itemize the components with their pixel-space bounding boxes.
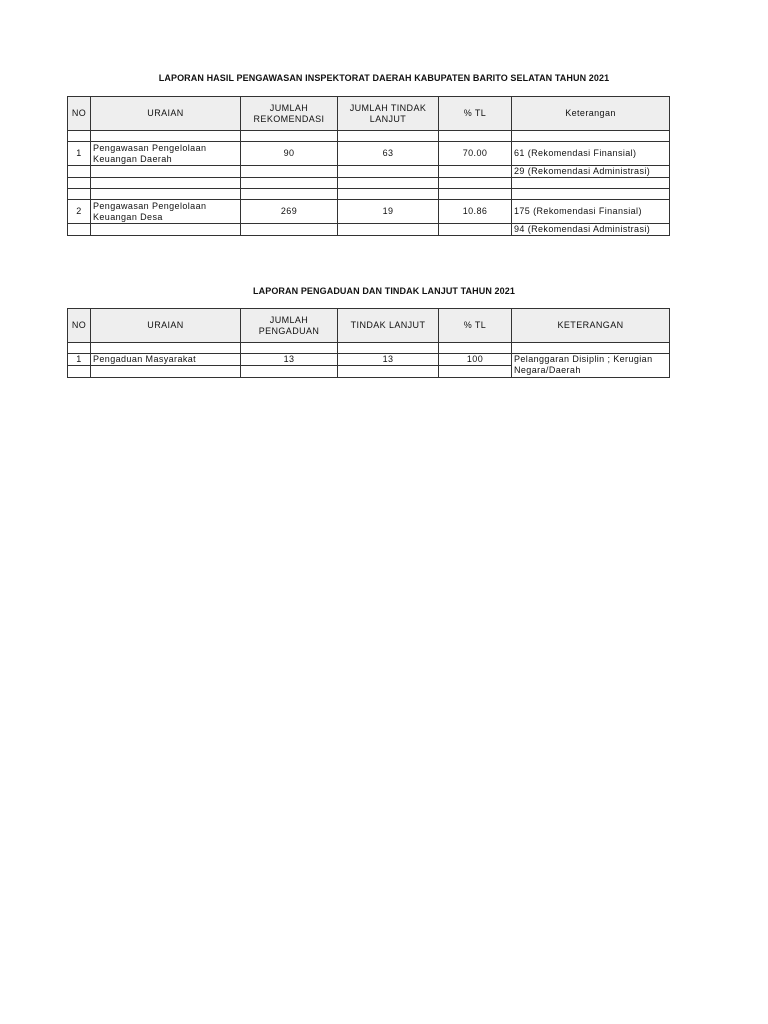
row-uraian: Pengaduan Masyarakat bbox=[91, 354, 241, 366]
table-header-row bbox=[68, 309, 670, 343]
header-tindak-lanjut: TINDAK LANJUT bbox=[338, 309, 439, 343]
header-jumlah-pengaduan: JUMLAH PENGADUAN bbox=[241, 309, 338, 343]
table-row bbox=[68, 343, 670, 354]
row-no: 1 bbox=[68, 142, 91, 166]
header-jumlah-rekomendasi: JUMLAH REKOMENDASI bbox=[241, 97, 338, 131]
report2-table bbox=[67, 308, 670, 378]
header-keterangan: KETERANGAN bbox=[512, 309, 670, 343]
header-uraian: URAIAN bbox=[91, 97, 241, 131]
report2-title: LAPORAN PENGADUAN DAN TINDAK LANJUT TAHUN 2021 bbox=[253, 286, 515, 296]
row-persen-tl: 10.86 bbox=[439, 200, 512, 224]
table-row bbox=[68, 189, 670, 200]
row-jumlah-rekomendasi: 90 bbox=[241, 142, 338, 166]
row-keterangan: 61 (Rekomendasi Finansial) bbox=[512, 142, 670, 166]
header-persen-tl: % TL bbox=[439, 309, 512, 343]
table-row bbox=[68, 178, 670, 189]
row-uraian: Pengawasan Pengelolaan Keuangan Daerah bbox=[91, 142, 241, 166]
header-no: NO bbox=[68, 97, 91, 131]
table-row bbox=[68, 200, 670, 224]
report1-table bbox=[67, 96, 670, 236]
table-header-row bbox=[68, 97, 670, 131]
report1-title: LAPORAN HASIL PENGAWASAN INSPEKTORAT DAERAH KABUPATEN BARITO SELATAN TAHUN 2021 bbox=[158, 73, 610, 83]
row-keterangan: 94 (Rekomendasi Administrasi) bbox=[512, 224, 670, 236]
table-row bbox=[68, 142, 670, 166]
table-row bbox=[68, 166, 670, 178]
row-jumlah-pengaduan: 13 bbox=[241, 354, 338, 366]
row-keterangan: 175 (Rekomendasi Finansial) bbox=[512, 200, 670, 224]
table-row bbox=[68, 354, 670, 366]
row-no: 2 bbox=[68, 200, 91, 224]
row-keterangan: 29 (Rekomendasi Administrasi) bbox=[512, 166, 670, 178]
header-uraian: URAIAN bbox=[91, 309, 241, 343]
row-jumlah-rekomendasi: 269 bbox=[241, 200, 338, 224]
table-row bbox=[68, 224, 670, 236]
header-persen-tl: % TL bbox=[439, 97, 512, 131]
row-tindak-lanjut: 13 bbox=[338, 354, 439, 366]
header-jumlah-tindak-lanjut: JUMLAH TINDAK LANJUT bbox=[338, 97, 439, 131]
row-keterangan: Pelanggaran Disiplin ; Kerugian Negara/Daerah bbox=[512, 354, 670, 378]
row-persen-tl: 70.00 bbox=[439, 142, 512, 166]
row-uraian: Pengawasan Pengelolaan Keuangan Desa bbox=[91, 200, 241, 224]
row-jumlah-tindak-lanjut: 19 bbox=[338, 200, 439, 224]
header-keterangan: Keterangan bbox=[512, 97, 670, 131]
row-no: 1 bbox=[68, 354, 91, 366]
table-row bbox=[68, 131, 670, 142]
row-jumlah-tindak-lanjut: 63 bbox=[338, 142, 439, 166]
header-no: NO bbox=[68, 309, 91, 343]
row-persen-tl: 100 bbox=[439, 354, 512, 366]
